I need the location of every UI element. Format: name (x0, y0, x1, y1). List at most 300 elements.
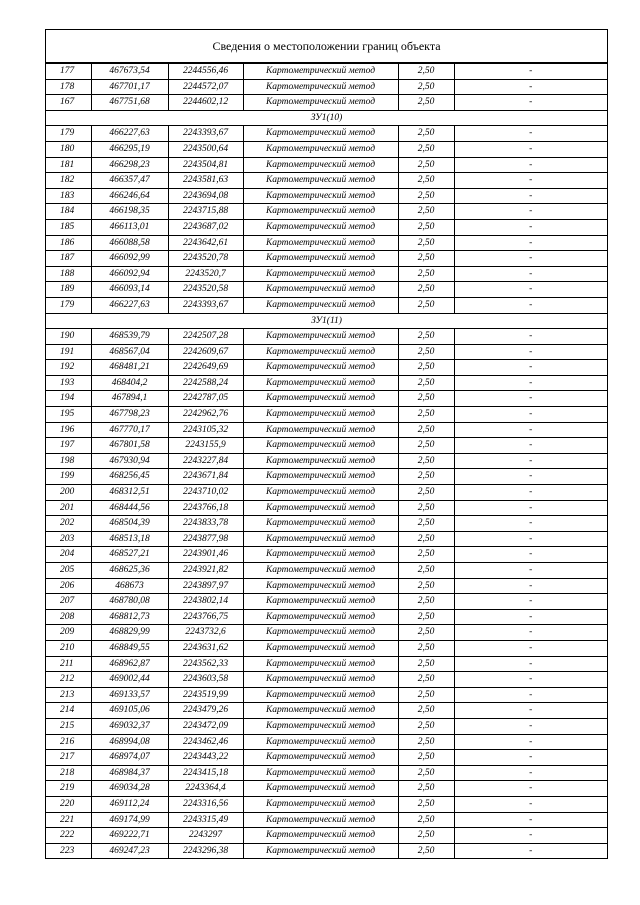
x-coordinate-cell: 467751,68 (91, 95, 168, 111)
x-coordinate-cell: 467673,54 (91, 64, 168, 80)
point-number-cell: 196 (46, 422, 91, 438)
accuracy-cell: 2,50 (398, 173, 454, 189)
y-coordinate-cell: 2242787,05 (168, 391, 243, 407)
description-cell: - (454, 407, 607, 423)
point-number-cell: 210 (46, 640, 91, 656)
y-coordinate-cell: 2243520,7 (168, 266, 243, 282)
y-coordinate-cell: 2243715,88 (168, 204, 243, 220)
description-cell: - (454, 251, 607, 267)
x-coordinate-cell: 466093,14 (91, 282, 168, 298)
table-row (46, 438, 607, 454)
table-row (46, 329, 607, 345)
table-row (46, 687, 607, 703)
y-coordinate-cell: 2244556,46 (168, 64, 243, 80)
section-label: ЗУ1(11) (46, 313, 607, 329)
description-cell: - (454, 765, 607, 781)
table-row (46, 718, 607, 734)
method-cell: Картометрический метод (243, 500, 398, 516)
table-row (46, 360, 607, 376)
description-cell: - (454, 344, 607, 360)
x-coordinate-cell: 467798,23 (91, 407, 168, 423)
point-number-cell: 206 (46, 578, 91, 594)
y-coordinate-cell: 2243671,84 (168, 469, 243, 485)
accuracy-cell: 2,50 (398, 391, 454, 407)
method-cell: Картометрический метод (243, 656, 398, 672)
y-coordinate-cell: 2243504,81 (168, 157, 243, 173)
description-cell: - (454, 453, 607, 469)
x-coordinate-cell: 468962,87 (91, 656, 168, 672)
coordinates-table-body (46, 64, 607, 859)
accuracy-cell: 2,50 (398, 282, 454, 298)
accuracy-cell: 2,50 (398, 594, 454, 610)
section-row (46, 313, 607, 329)
accuracy-cell: 2,50 (398, 640, 454, 656)
y-coordinate-cell: 2243315,49 (168, 812, 243, 828)
x-coordinate-cell: 467894,1 (91, 391, 168, 407)
method-cell: Картометрический метод (243, 796, 398, 812)
y-coordinate-cell: 2243631,62 (168, 640, 243, 656)
table-row (46, 609, 607, 625)
method-cell: Картометрический метод (243, 391, 398, 407)
point-number-cell: 184 (46, 204, 91, 220)
method-cell: Картометрический метод (243, 266, 398, 282)
y-coordinate-cell: 2243500,64 (168, 141, 243, 157)
accuracy-cell: 2,50 (398, 485, 454, 501)
x-coordinate-cell: 468974,07 (91, 750, 168, 766)
y-coordinate-cell: 2243732,6 (168, 625, 243, 641)
description-cell: - (454, 422, 607, 438)
point-number-cell: 222 (46, 828, 91, 844)
table-row (46, 765, 607, 781)
x-coordinate-cell: 468780,08 (91, 594, 168, 610)
description-cell: - (454, 95, 607, 111)
method-cell: Картометрический метод (243, 843, 398, 858)
accuracy-cell: 2,50 (398, 95, 454, 111)
y-coordinate-cell: 2243562,33 (168, 656, 243, 672)
method-cell: Картометрический метод (243, 407, 398, 423)
accuracy-cell: 2,50 (398, 734, 454, 750)
method-cell: Картометрический метод (243, 531, 398, 547)
accuracy-cell: 2,50 (398, 438, 454, 454)
point-number-cell: 190 (46, 329, 91, 345)
y-coordinate-cell: 2243710,02 (168, 485, 243, 501)
description-cell: - (454, 469, 607, 485)
point-number-cell: 215 (46, 718, 91, 734)
x-coordinate-cell: 466295,19 (91, 141, 168, 157)
accuracy-cell: 2,50 (398, 672, 454, 688)
description-cell: - (454, 516, 607, 532)
point-number-cell: 193 (46, 375, 91, 391)
description-cell: - (454, 375, 607, 391)
coordinates-table (46, 63, 607, 858)
point-number-cell: 197 (46, 438, 91, 454)
method-cell: Картометрический метод (243, 188, 398, 204)
table-row (46, 547, 607, 563)
description-cell: - (454, 703, 607, 719)
accuracy-cell: 2,50 (398, 266, 454, 282)
y-coordinate-cell: 2243642,61 (168, 235, 243, 251)
point-number-cell: 209 (46, 625, 91, 641)
y-coordinate-cell: 2243897,97 (168, 578, 243, 594)
x-coordinate-cell: 468444,56 (91, 500, 168, 516)
point-number-cell: 179 (46, 126, 91, 142)
method-cell: Картометрический метод (243, 812, 398, 828)
y-coordinate-cell: 2243877,98 (168, 531, 243, 547)
y-coordinate-cell: 2242588,24 (168, 375, 243, 391)
accuracy-cell: 2,50 (398, 578, 454, 594)
method-cell: Картометрический метод (243, 219, 398, 235)
method-cell: Картометрический метод (243, 79, 398, 95)
accuracy-cell: 2,50 (398, 344, 454, 360)
accuracy-cell: 2,50 (398, 126, 454, 142)
description-cell: - (454, 329, 607, 345)
table-row (46, 79, 607, 95)
method-cell: Картометрический метод (243, 781, 398, 797)
x-coordinate-cell: 468849,55 (91, 640, 168, 656)
table-row (46, 219, 607, 235)
point-number-cell: 195 (46, 407, 91, 423)
y-coordinate-cell: 2243415,18 (168, 765, 243, 781)
section-row (46, 110, 607, 126)
table-row (46, 469, 607, 485)
accuracy-cell: 2,50 (398, 781, 454, 797)
accuracy-cell: 2,50 (398, 703, 454, 719)
method-cell: Картометрический метод (243, 282, 398, 298)
y-coordinate-cell: 2242649,69 (168, 360, 243, 376)
point-number-cell: 177 (46, 64, 91, 80)
accuracy-cell: 2,50 (398, 516, 454, 532)
x-coordinate-cell: 469112,24 (91, 796, 168, 812)
description-cell: - (454, 438, 607, 454)
table-row (46, 95, 607, 111)
x-coordinate-cell: 466092,94 (91, 266, 168, 282)
y-coordinate-cell: 2243520,58 (168, 282, 243, 298)
method-cell: Картометрический метод (243, 485, 398, 501)
description-cell: - (454, 219, 607, 235)
x-coordinate-cell: 467770,17 (91, 422, 168, 438)
method-cell: Картометрический метод (243, 157, 398, 173)
description-cell: - (454, 282, 607, 298)
x-coordinate-cell: 466113,01 (91, 219, 168, 235)
table-row (46, 656, 607, 672)
table-row (46, 282, 607, 298)
x-coordinate-cell: 468625,36 (91, 563, 168, 579)
table-row (46, 531, 607, 547)
method-cell: Картометрический метод (243, 672, 398, 688)
accuracy-cell: 2,50 (398, 453, 454, 469)
point-number-cell: 205 (46, 563, 91, 579)
description-cell: - (454, 141, 607, 157)
point-number-cell: 198 (46, 453, 91, 469)
accuracy-cell: 2,50 (398, 500, 454, 516)
accuracy-cell: 2,50 (398, 718, 454, 734)
description-cell: - (454, 812, 607, 828)
accuracy-cell: 2,50 (398, 375, 454, 391)
description-cell: - (454, 578, 607, 594)
description-cell: - (454, 656, 607, 672)
x-coordinate-cell: 468256,45 (91, 469, 168, 485)
accuracy-cell: 2,50 (398, 251, 454, 267)
x-coordinate-cell: 468673 (91, 578, 168, 594)
table-row (46, 391, 607, 407)
x-coordinate-cell: 466246,64 (91, 188, 168, 204)
x-coordinate-cell: 468539,79 (91, 329, 168, 345)
table-row (46, 516, 607, 532)
y-coordinate-cell: 2242962,76 (168, 407, 243, 423)
description-cell: - (454, 500, 607, 516)
description-cell: - (454, 64, 607, 80)
x-coordinate-cell: 468481,21 (91, 360, 168, 376)
accuracy-cell: 2,50 (398, 204, 454, 220)
x-coordinate-cell: 466298,23 (91, 157, 168, 173)
point-number-cell: 223 (46, 843, 91, 858)
table-row (46, 812, 607, 828)
point-number-cell: 214 (46, 703, 91, 719)
point-number-cell: 201 (46, 500, 91, 516)
description-cell: - (454, 485, 607, 501)
y-coordinate-cell: 2243901,46 (168, 547, 243, 563)
y-coordinate-cell: 2243802,14 (168, 594, 243, 610)
description-cell: - (454, 609, 607, 625)
method-cell: Картометрический метод (243, 469, 398, 485)
method-cell: Картометрический метод (243, 173, 398, 189)
method-cell: Картометрический метод (243, 204, 398, 220)
table-row (46, 204, 607, 220)
accuracy-cell: 2,50 (398, 843, 454, 858)
x-coordinate-cell: 466088,58 (91, 235, 168, 251)
table-row (46, 625, 607, 641)
x-coordinate-cell: 468984,37 (91, 765, 168, 781)
y-coordinate-cell: 2243296,38 (168, 843, 243, 858)
method-cell: Картометрический метод (243, 687, 398, 703)
table-row (46, 796, 607, 812)
x-coordinate-cell: 468527,21 (91, 547, 168, 563)
point-number-cell: 208 (46, 609, 91, 625)
description-cell: - (454, 266, 607, 282)
point-number-cell: 183 (46, 188, 91, 204)
accuracy-cell: 2,50 (398, 407, 454, 423)
point-number-cell: 186 (46, 235, 91, 251)
point-number-cell: 216 (46, 734, 91, 750)
x-coordinate-cell: 468404,2 (91, 375, 168, 391)
y-coordinate-cell: 2243694,08 (168, 188, 243, 204)
method-cell: Картометрический метод (243, 578, 398, 594)
point-number-cell: 187 (46, 251, 91, 267)
section-label: ЗУ1(10) (46, 110, 607, 126)
point-number-cell: 191 (46, 344, 91, 360)
y-coordinate-cell: 2243155,9 (168, 438, 243, 454)
method-cell: Картометрический метод (243, 609, 398, 625)
table-row (46, 173, 607, 189)
description-cell: - (454, 672, 607, 688)
point-number-cell: 192 (46, 360, 91, 376)
table-row (46, 672, 607, 688)
method-cell: Картометрический метод (243, 297, 398, 313)
table-row (46, 407, 607, 423)
point-number-cell: 202 (46, 516, 91, 532)
method-cell: Картометрический метод (243, 438, 398, 454)
x-coordinate-cell: 466357,47 (91, 173, 168, 189)
y-coordinate-cell: 2243766,75 (168, 609, 243, 625)
accuracy-cell: 2,50 (398, 64, 454, 80)
description-cell: - (454, 297, 607, 313)
accuracy-cell: 2,50 (398, 329, 454, 345)
x-coordinate-cell: 469002,44 (91, 672, 168, 688)
y-coordinate-cell: 2243462,46 (168, 734, 243, 750)
y-coordinate-cell: 2243227,84 (168, 453, 243, 469)
y-coordinate-cell: 2244572,07 (168, 79, 243, 95)
point-number-cell: 185 (46, 219, 91, 235)
description-cell: - (454, 235, 607, 251)
point-number-cell: 167 (46, 95, 91, 111)
method-cell: Картометрический метод (243, 547, 398, 563)
y-coordinate-cell: 2242507,28 (168, 329, 243, 345)
accuracy-cell: 2,50 (398, 750, 454, 766)
accuracy-cell: 2,50 (398, 297, 454, 313)
x-coordinate-cell: 466227,63 (91, 297, 168, 313)
x-coordinate-cell: 469247,23 (91, 843, 168, 858)
y-coordinate-cell: 2244602,12 (168, 95, 243, 111)
description-cell: - (454, 157, 607, 173)
description-cell: - (454, 640, 607, 656)
accuracy-cell: 2,50 (398, 219, 454, 235)
description-cell: - (454, 625, 607, 641)
table-row (46, 594, 607, 610)
point-number-cell: 188 (46, 266, 91, 282)
point-number-cell: 207 (46, 594, 91, 610)
y-coordinate-cell: 2243833,78 (168, 516, 243, 532)
method-cell: Картометрический метод (243, 126, 398, 142)
y-coordinate-cell: 2243393,67 (168, 297, 243, 313)
method-cell: Картометрический метод (243, 422, 398, 438)
accuracy-cell: 2,50 (398, 360, 454, 376)
x-coordinate-cell: 466227,63 (91, 126, 168, 142)
point-number-cell: 189 (46, 282, 91, 298)
x-coordinate-cell: 468504,39 (91, 516, 168, 532)
x-coordinate-cell: 468312,51 (91, 485, 168, 501)
description-cell: - (454, 391, 607, 407)
method-cell: Картометрический метод (243, 765, 398, 781)
method-cell: Картометрический метод (243, 329, 398, 345)
accuracy-cell: 2,50 (398, 828, 454, 844)
method-cell: Картометрический метод (243, 828, 398, 844)
point-number-cell: 182 (46, 173, 91, 189)
point-number-cell: 179 (46, 297, 91, 313)
table-row (46, 64, 607, 80)
method-cell: Картометрический метод (243, 375, 398, 391)
x-coordinate-cell: 469222,71 (91, 828, 168, 844)
point-number-cell: 194 (46, 391, 91, 407)
accuracy-cell: 2,50 (398, 812, 454, 828)
point-number-cell: 180 (46, 141, 91, 157)
method-cell: Картометрический метод (243, 360, 398, 376)
table-row (46, 734, 607, 750)
table-row (46, 563, 607, 579)
method-cell: Картометрический метод (243, 563, 398, 579)
description-cell: - (454, 796, 607, 812)
method-cell: Картометрический метод (243, 235, 398, 251)
table-row (46, 126, 607, 142)
table-row (46, 157, 607, 173)
y-coordinate-cell: 2243316,56 (168, 796, 243, 812)
point-number-cell: 217 (46, 750, 91, 766)
point-number-cell: 213 (46, 687, 91, 703)
method-cell: Картометрический метод (243, 718, 398, 734)
y-coordinate-cell: 2243364,4 (168, 781, 243, 797)
method-cell: Картометрический метод (243, 625, 398, 641)
method-cell: Картометрический метод (243, 594, 398, 610)
accuracy-cell: 2,50 (398, 469, 454, 485)
x-coordinate-cell: 469105,06 (91, 703, 168, 719)
description-cell: - (454, 188, 607, 204)
method-cell: Картометрический метод (243, 750, 398, 766)
point-number-cell: 220 (46, 796, 91, 812)
table-row (46, 188, 607, 204)
description-cell: - (454, 547, 607, 563)
description-cell: - (454, 781, 607, 797)
accuracy-cell: 2,50 (398, 765, 454, 781)
y-coordinate-cell: 2243472,09 (168, 718, 243, 734)
accuracy-cell: 2,50 (398, 422, 454, 438)
description-cell: - (454, 594, 607, 610)
description-cell: - (454, 563, 607, 579)
accuracy-cell: 2,50 (398, 656, 454, 672)
y-coordinate-cell: 2243443,22 (168, 750, 243, 766)
method-cell: Картометрический метод (243, 734, 398, 750)
x-coordinate-cell: 468812,73 (91, 609, 168, 625)
point-number-cell: 203 (46, 531, 91, 547)
y-coordinate-cell: 2243519,99 (168, 687, 243, 703)
table-row (46, 781, 607, 797)
accuracy-cell: 2,50 (398, 157, 454, 173)
table-row (46, 141, 607, 157)
method-cell: Картометрический метод (243, 95, 398, 111)
y-coordinate-cell: 2243393,67 (168, 126, 243, 142)
table-row (46, 375, 607, 391)
accuracy-cell: 2,50 (398, 547, 454, 563)
description-cell: - (454, 750, 607, 766)
accuracy-cell: 2,50 (398, 188, 454, 204)
method-cell: Картометрический метод (243, 64, 398, 80)
accuracy-cell: 2,50 (398, 141, 454, 157)
table-row (46, 344, 607, 360)
y-coordinate-cell: 2243479,26 (168, 703, 243, 719)
table-row (46, 578, 607, 594)
point-number-cell: 199 (46, 469, 91, 485)
accuracy-cell: 2,50 (398, 625, 454, 641)
y-coordinate-cell: 2243766,18 (168, 500, 243, 516)
y-coordinate-cell: 2243921,82 (168, 563, 243, 579)
table-row (46, 828, 607, 844)
accuracy-cell: 2,50 (398, 531, 454, 547)
point-number-cell: 212 (46, 672, 91, 688)
method-cell: Картометрический метод (243, 251, 398, 267)
accuracy-cell: 2,50 (398, 79, 454, 95)
x-coordinate-cell: 469034,28 (91, 781, 168, 797)
table-row (46, 703, 607, 719)
x-coordinate-cell: 467801,58 (91, 438, 168, 454)
description-cell: - (454, 173, 607, 189)
point-number-cell: 178 (46, 79, 91, 95)
x-coordinate-cell: 468994,08 (91, 734, 168, 750)
x-coordinate-cell: 469174,99 (91, 812, 168, 828)
point-number-cell: 218 (46, 765, 91, 781)
accuracy-cell: 2,50 (398, 687, 454, 703)
x-coordinate-cell: 467701,17 (91, 79, 168, 95)
accuracy-cell: 2,50 (398, 563, 454, 579)
accuracy-cell: 2,50 (398, 235, 454, 251)
table-row (46, 843, 607, 858)
